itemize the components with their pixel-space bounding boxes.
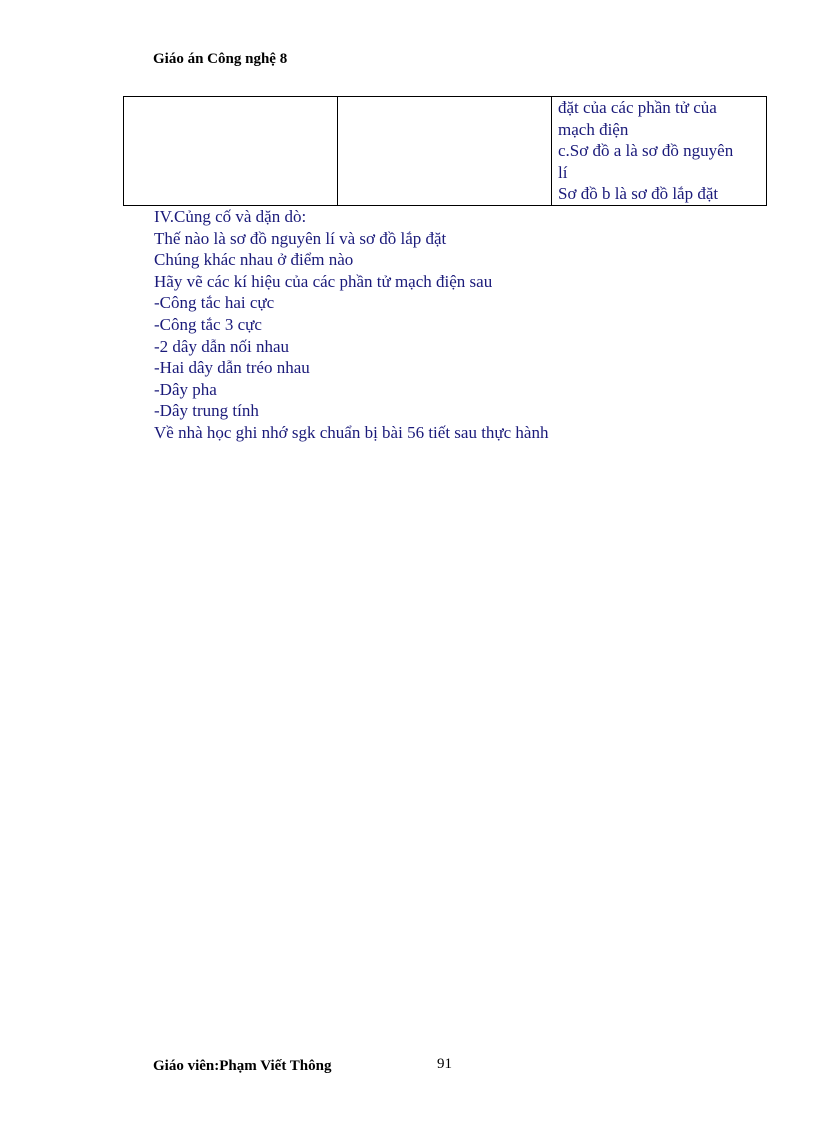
body-line: -Công tắc hai cực	[154, 293, 275, 313]
body-line: -Dây trung tính	[154, 401, 259, 421]
lesson-table	[123, 96, 767, 206]
table-cell-2	[338, 97, 552, 206]
table-cell-3	[552, 97, 767, 206]
body-line: Thế nào là sơ đồ nguyên lí và sơ đồ lắp đặt	[154, 228, 447, 248]
body-line: -2 dây dẫn nối nhau	[154, 336, 290, 356]
body-line: -Công tắc 3 cực	[154, 314, 262, 334]
page-number: 91	[437, 1056, 452, 1072]
section-heading: IV.Củng cố và dặn dò:	[154, 207, 307, 226]
table-row	[124, 97, 767, 206]
body-line: Về nhà học ghi nhớ sgk chuẩn bị bài 56 tiết sau thực hành	[154, 422, 549, 442]
cell-text-line: c.Sơ đồ a là sơ đồ nguyên	[558, 141, 734, 161]
page-header-title: Giáo án Công nghệ 8	[153, 51, 288, 67]
cell-text-line: mạch điện	[558, 119, 629, 139]
body-line: Hãy vẽ các kí hiệu của các phần tử mạch điện sau	[154, 271, 493, 291]
body-line: -Hai dây dẫn tréo nhau	[154, 358, 310, 378]
body-line: -Dây pha	[154, 379, 217, 399]
lesson-body	[154, 206, 774, 444]
footer-teacher: Giáo viên:Phạm Viết Thông	[153, 1058, 332, 1074]
cell-text-line: lí	[558, 162, 568, 182]
cell-text-line: Sơ đồ b là sơ đồ lắp đặt	[558, 184, 719, 204]
body-line: Chúng khác nhau ở điểm nào	[154, 250, 354, 270]
table-cell-1	[124, 97, 338, 206]
cell-text-line: đặt của các phần tử của	[558, 98, 717, 117]
